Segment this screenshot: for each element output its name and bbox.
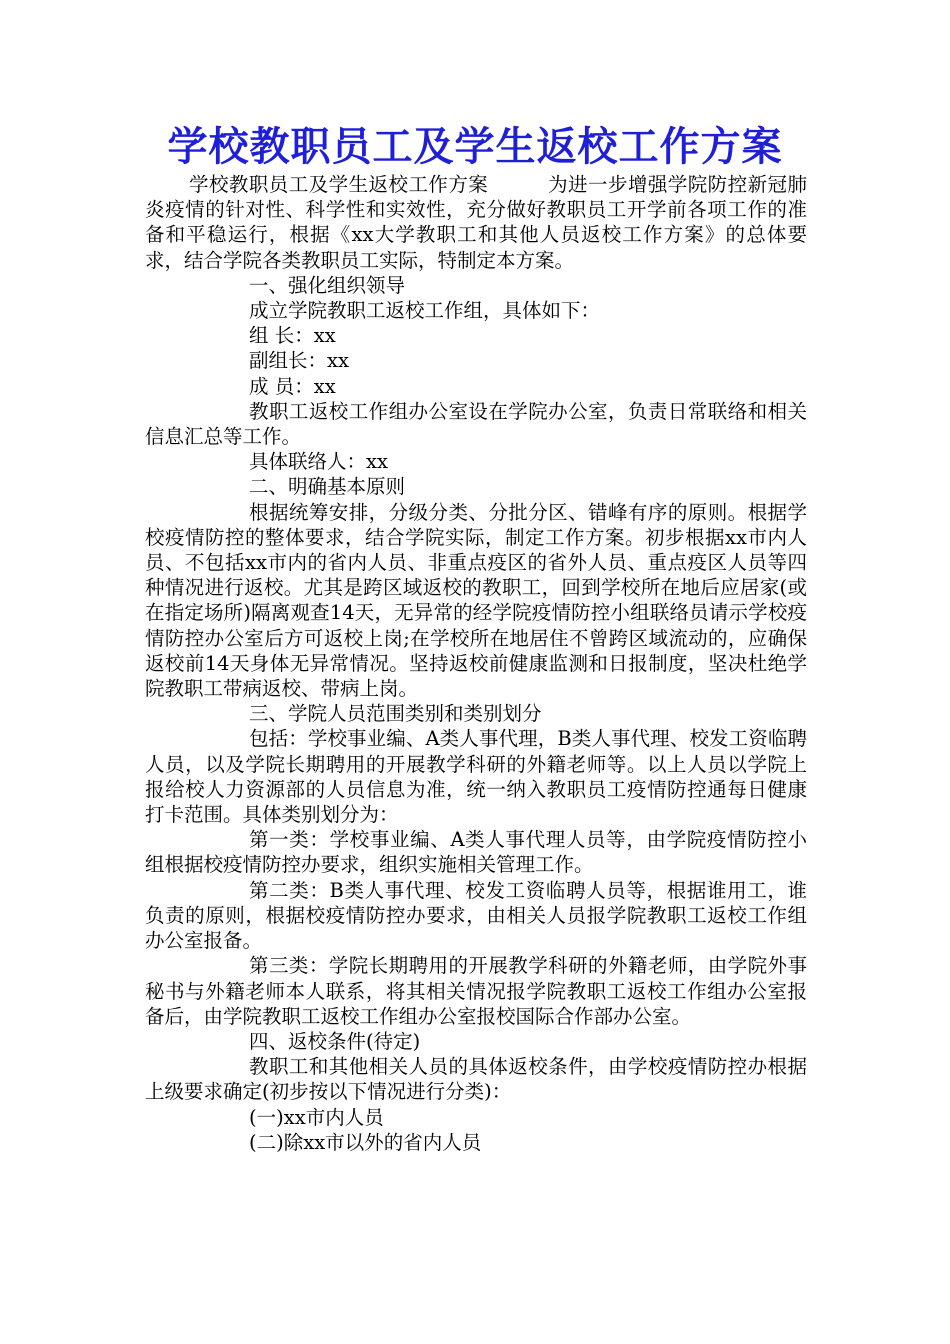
section-line: 副组长：xx xyxy=(249,349,349,373)
body-paragraph: 根据统筹安排，分级分类、分批分区、错峰有序的原则。根据学校疫情防控的整体要求，结合学院实际，制定工作方案。初步根据xx市内人员、不包括xx市内的省内人员、非重点疫区的省外人员、重点疫区人员等四种情况进行返校。尤其是跨区域返校的教职工，回到学校所在地后应居家(或在指定场所)隔离观查14天，无异常的经学院疫情防控小组联络员请示学校疫情防控办公室后方可返校上岗;在学校所在地居住不曾跨区域流动的，应确保返校前14天身体无异常情况。坚持返校前健康监测和日报制度，坚决杜绝学院教职工带病返校、带病上岗。 xyxy=(145,500,807,701)
body-paragraph: 第二类：B类人事代理、校发工资临聘人员等，根据谁用工，谁负责的原则，根据校疫情防控办要求，由相关人员报学院教职工返校工作组办公室报备。 xyxy=(145,878,807,953)
body-paragraph: 教职工和其他相关人员的具体返校条件，由学校疫情防控办根据上级要求确定(初步按以下情况进行分类)： xyxy=(145,1055,807,1104)
intro-paragraph: 学校教职员工及学生返校工作方案 为进一步增强学院防控新冠肺炎疫情的针对性、科学性和实效性，充分做好教职员工开学前各项工作的准备和平稳运行，根据《xx大学教职工和其他人员返校工作方案》的总体要求，结合学院各类教职员工实际，特制定本方案。 xyxy=(145,173,807,272)
body-paragraph: 第三类：学院长期聘用的开展教学科研的外籍老师，由学院外事秘书与外籍老师本人联系，将其相关情况报学院教职工返校工作组办公室报备后，由学院教职工返校工作组办公室报校国际合作部办公室。 xyxy=(145,954,807,1028)
section-line: 一、强化组织领导 xyxy=(249,273,406,297)
section-line: 四、返校条件(待定) xyxy=(249,1029,421,1053)
body-paragraph: 包括：学校事业编、A类人事代理，B类人事代理、校发工资临聘人员，以及学院长期聘用的开展教学科研的外籍老师等。以上人员以学院上报给校人力资源部的人员信息为准，统一纳入教职员工疫情防控通每日健康打卡范围。具体类别划分为： xyxy=(145,727,807,827)
section-line: 成立学院教职工返校工作组，具体如下： xyxy=(249,299,601,323)
section-line: 成 员：xx xyxy=(249,374,336,398)
section-line: 组 长：xx xyxy=(249,324,336,348)
section-line: 具体联络人：xx xyxy=(249,450,388,474)
body-paragraph: 第一类：学校事业编、A类人事代理人员等，由学院疫情防控小组根据校疫情防控办要求，组织实施相关管理工作。 xyxy=(145,828,807,877)
document-body xyxy=(145,172,807,1155)
section-line: 二、明确基本原则 xyxy=(249,475,406,499)
section-line: (一)xx市内人员 xyxy=(249,1105,384,1129)
section-line: 三、学院人员范围类别和类别划分 xyxy=(249,702,542,726)
body-paragraph: 教职工返校工作组办公室设在学院办公室，负责日常联络和相关信息汇总等工作。 xyxy=(145,399,807,449)
document-title: 学校教职员工及学生返校工作方案 xyxy=(167,124,783,170)
section-line: (二)除xx市以外的省内人员 xyxy=(249,1130,482,1154)
